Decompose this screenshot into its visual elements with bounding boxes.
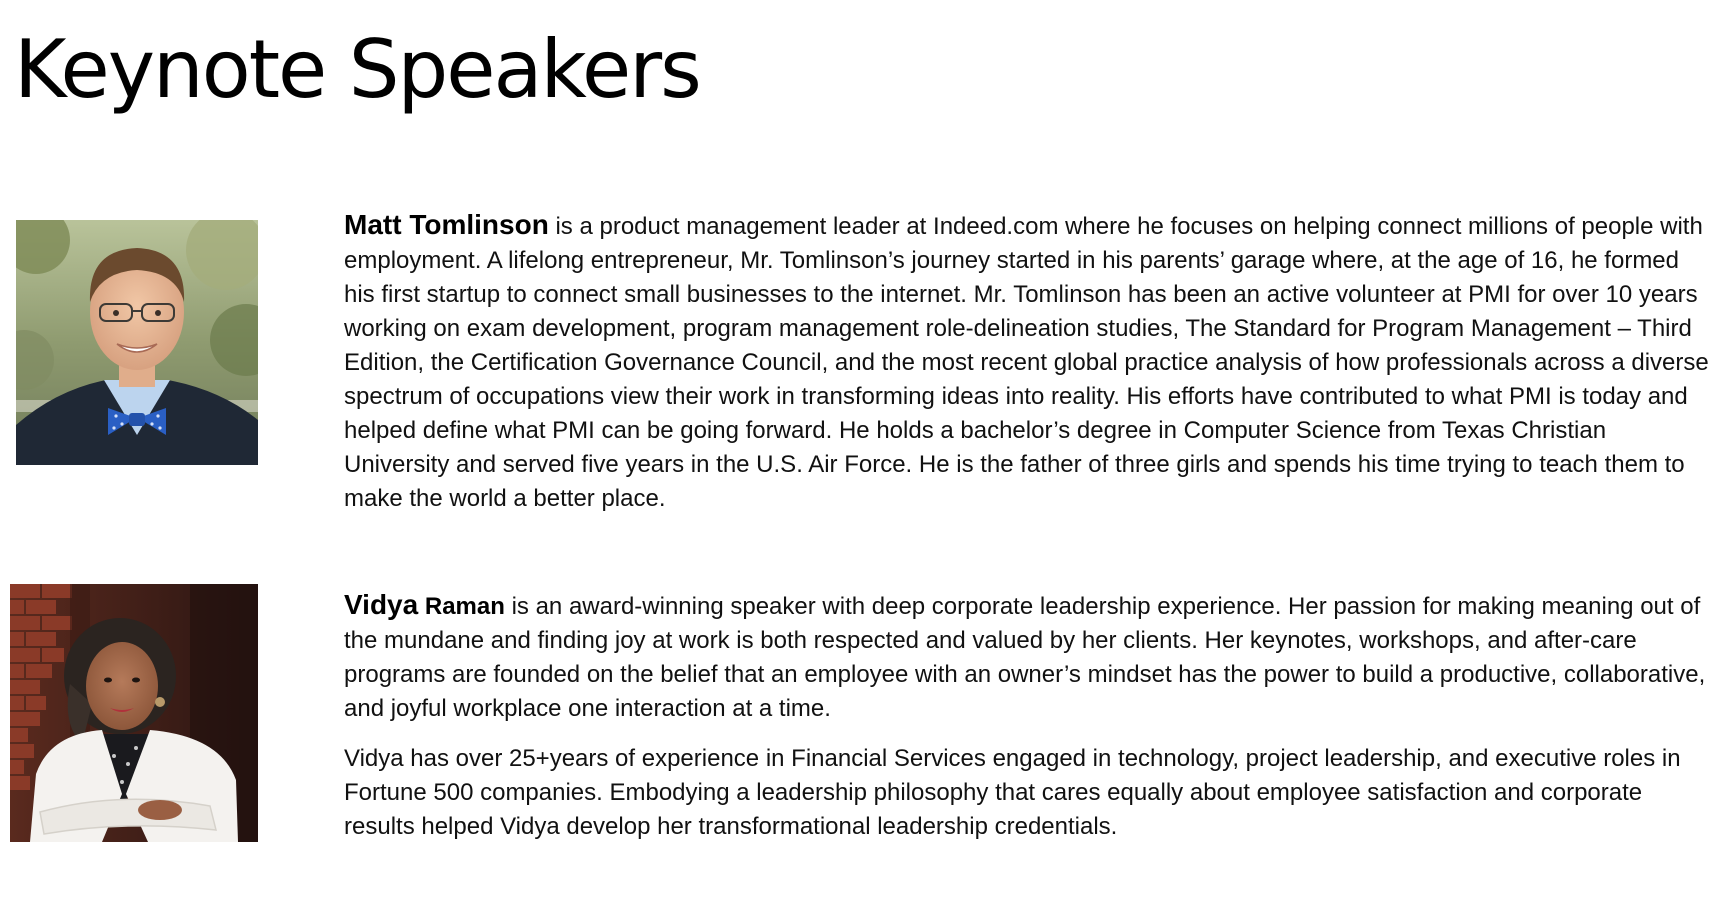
speaker-photo-vidya xyxy=(10,584,258,842)
speaker-last-name: Raman xyxy=(424,593,505,620)
speaker-bio xyxy=(344,208,1716,516)
bio-text: is an award-winning speaker with deep corporate leadership experience. Her passion for making meaning out of the mundane and finding joy at work is both respected and valued by her clients. Her keynotes, workshops, and after-care programs are founded on the belief that an employee with an owner’s mindset has the power to build a productive, collaborative, and joyful workplace one interaction at a time. xyxy=(344,593,1706,722)
bio-paragraph: Vidya has over 25+years of experience in Financial Services engaged in technology, project leadership, and executive roles in Fortune 500 companies. Embodying a leadership philosophy that cares equally about employee satisfaction and corporate results helped Vidya develop her transformational leadership credentials. xyxy=(344,745,1681,840)
slide-title: Keynote Speakers xyxy=(14,23,700,116)
speaker-name: Matt Tomlinson xyxy=(344,209,549,240)
bio-text: is a product management leader at Indeed.com where he focuses on helping connect millions of people with employment. A lifelong entrepreneur, Mr. Tomlinson’s journey started in his parents’ garage where, at the age of 16, he formed his first startup to connect small businesses to the internet. Mr. Tomlinson has been an active volunteer at PMI for over 10 years working on exam development, program management role-delineation studies, The Standard for Program Management – Third Edition, the Certification Governance Council, and the most recent global practice analysis of how professionals across a diverse spectrum of occupations view their work in transforming ideas into reality. His efforts have contributed to what PMI is today and helped define what PMI can be going forward. He holds a bachelor’s degree in Computer Science from Texas Christian University and served five years in the U.S. Air Force. He is the father of three girls and spends his time trying to teach them to make the world a better place. xyxy=(344,213,1709,512)
speaker-bio xyxy=(344,588,1716,844)
bio-paragraph xyxy=(344,588,1716,726)
bio-paragraph xyxy=(344,208,1716,516)
speaker-first-name: Vidya xyxy=(344,589,419,620)
speaker-photo-matt xyxy=(16,220,258,465)
